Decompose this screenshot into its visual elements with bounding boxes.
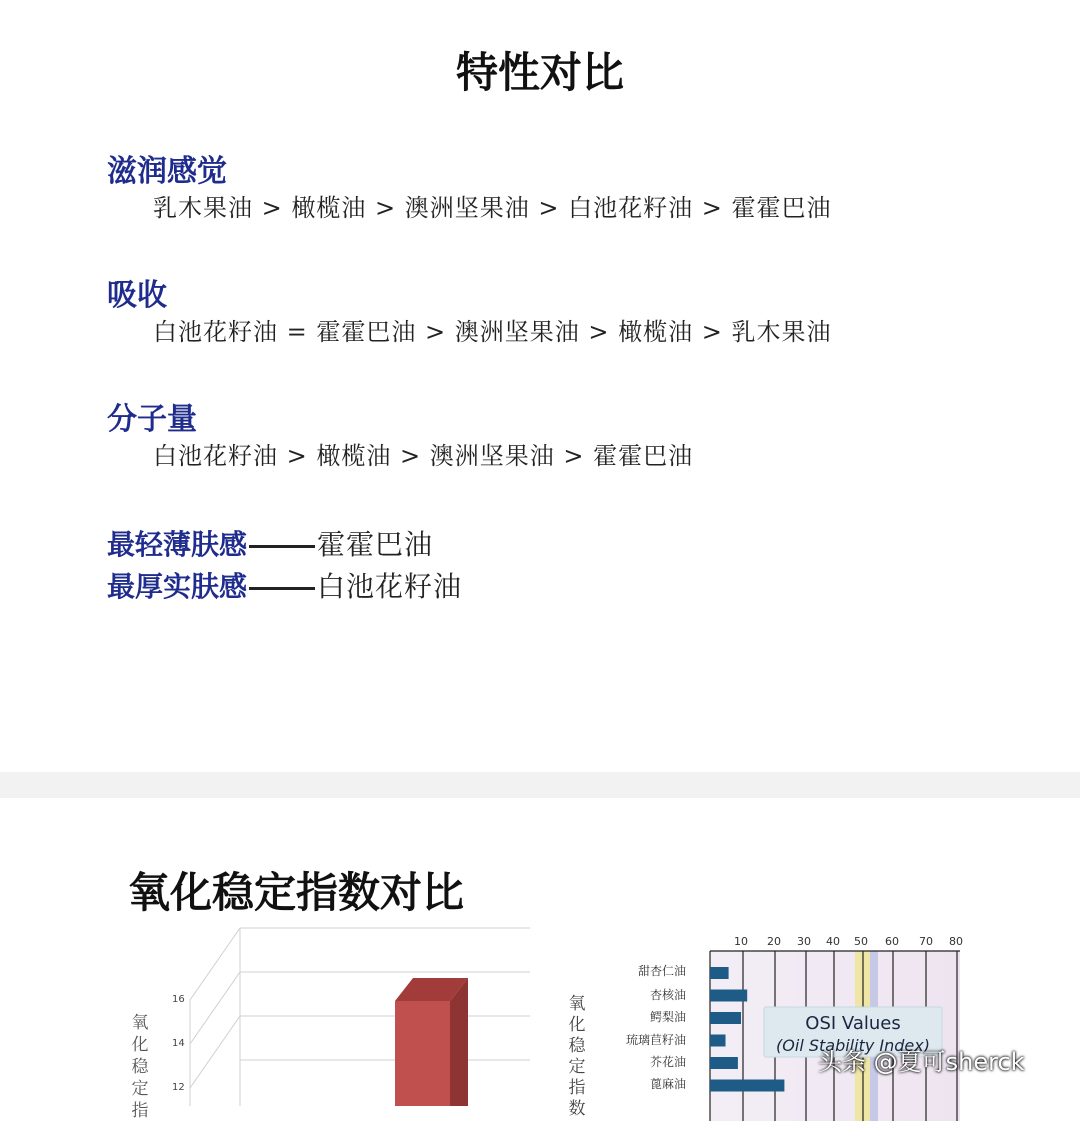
osi-values-subtitle: (Oil Stability Index) — [776, 1036, 930, 1055]
section-molecular-weight — [107, 402, 693, 474]
section-heading: 滋润感觉 — [107, 154, 227, 189]
section-absorption — [107, 278, 831, 350]
osi-category-label: 鳄梨油 — [649, 1010, 686, 1024]
em-dash — [249, 587, 315, 590]
right-chart-y-axis-label: 氧化稳定指数 — [568, 994, 586, 1119]
watermark: 头条 @夏可sherck — [818, 1047, 1025, 1076]
osi-bar — [710, 1012, 741, 1024]
lightest-feel-oil: 霍霍巴油 — [317, 528, 434, 561]
x-tick-label: 30 — [797, 935, 811, 948]
lightest-feel-row — [107, 524, 433, 566]
slide-divider — [0, 772, 1080, 798]
osi-bar — [710, 1035, 726, 1047]
section-moisturizing — [107, 154, 831, 226]
section-heading: 吸收 — [107, 278, 167, 313]
bar-3d — [395, 978, 468, 1106]
y-tick-label: 14 — [172, 1038, 185, 1049]
osi-values-title: OSI Values — [805, 1013, 901, 1034]
osi-category-label: 甜杏仁油 — [637, 964, 686, 978]
x-tick-label: 50 — [854, 935, 868, 948]
osi-category-label: 杏核油 — [649, 988, 686, 1002]
osi-category-label: 蓖麻油 — [649, 1077, 686, 1091]
thickest-feel-oil: 白池花籽油 — [317, 570, 463, 603]
osi-category-label: 琉璃苣籽油 — [625, 1033, 686, 1047]
slide-title: 特性对比 — [455, 48, 624, 97]
osi-bar — [710, 990, 747, 1002]
osi-category-label: 芥花油 — [649, 1055, 686, 1069]
x-tick-label: 20 — [767, 935, 781, 948]
chart-gridline — [190, 972, 240, 1044]
section-ranking: 乳木果油 > 橄榄油 > 澳洲坚果油 > 白池花籽油 > 霍霍巴油 — [153, 194, 832, 222]
lightest-feel-label: 最轻薄肤感 — [107, 528, 248, 561]
thickest-feel-row — [107, 566, 462, 608]
chart-gridline — [190, 928, 240, 1000]
chart-gridline — [190, 1016, 240, 1088]
osi-bar — [710, 1057, 738, 1069]
section-ranking: 白池花籽油 = 霍霍巴油 > 澳洲坚果油 > 橄榄油 > 乳木果油 — [153, 318, 832, 346]
x-tick-label: 70 — [919, 935, 933, 948]
thickest-feel-label: 最厚实肤感 — [107, 570, 248, 603]
oxidation-3d-bar-chart — [120, 926, 540, 1106]
x-tick-label: 40 — [826, 935, 840, 948]
em-dash — [249, 545, 315, 548]
x-tick-label: 80 — [949, 935, 963, 948]
left-chart-y-axis-label: 氧化稳定指 — [131, 1013, 149, 1121]
slide-title: 氧化稳定指数对比 — [128, 868, 465, 917]
x-tick-label: 10 — [734, 935, 748, 948]
x-tick-label: 60 — [885, 935, 899, 948]
osi-bar — [710, 1080, 784, 1092]
y-tick-label: 16 — [172, 994, 185, 1005]
section-heading: 分子量 — [107, 402, 197, 437]
bar-front — [395, 1001, 450, 1106]
y-tick-label: 12 — [172, 1082, 185, 1093]
osi-bar — [710, 967, 729, 979]
section-ranking: 白池花籽油 > 橄榄油 > 澳洲坚果油 > 霍霍巴油 — [153, 442, 694, 470]
